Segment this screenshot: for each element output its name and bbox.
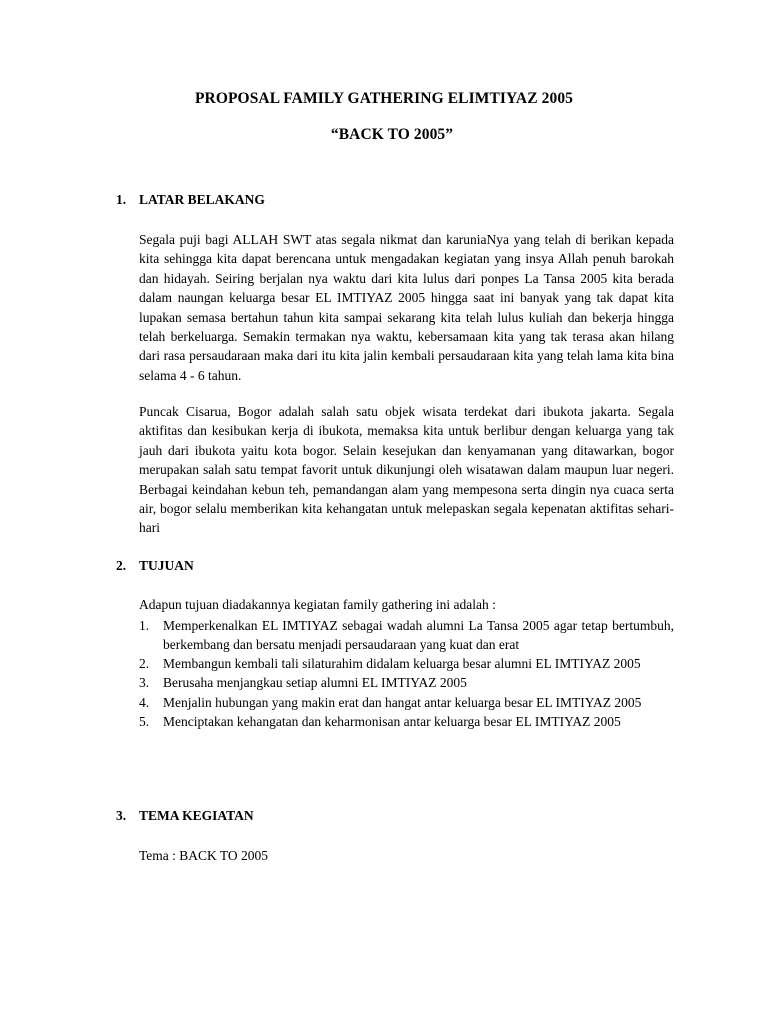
list-item (139, 673, 674, 692)
background-paragraph-2: Puncak Cisarua, Bogor adalah salah satu objek wisata terdekat dari ibukota jakarta. Segala aktifitas dan kesibukan kerja di ibukota, memaksa kita untuk berlibur dengan keluarga yang tak jauh dari ibukota yaitu kota bogor. Selain kesejukan dan kenyamanan yang ditawarkan, bogor merupakan salah satu tempat favorit untuk dikunjungi oleh wisatawan dalam maupun luar negeri. Berbagai keindahan kebun teh, pemandangan alam yang mempesona serta dingin nya cuaca serta air, bogor selalu memberikan kita kehangatan untuk melepaskan segala kepenatan aktifitas sehari-hari (139, 404, 674, 536)
section-number: 3. (116, 808, 127, 823)
list-item-text: Berusaha menjangkau setiap alumni EL IMTIYAZ 2005 (163, 675, 467, 691)
list-item-text: Membangun kembali tali silaturahim didalam keluarga besar alumni EL IMTIYAZ 2005 (163, 656, 641, 672)
theme-line: Tema : BACK TO 2005 (139, 848, 269, 863)
list-item-text: Menjalin hubungan yang makin erat dan hangat antar keluarga besar EL IMTIYAZ 2005 (163, 694, 642, 710)
section-number: 2. (116, 558, 127, 573)
section-title: TUJUAN (139, 558, 194, 573)
document-title: PROPOSAL FAMILY GATHERING ELIMTIYAZ 2005 (194, 90, 574, 107)
list-item-text: Menciptakan kehangatan dan keharmonisan antar keluarga besar EL IMTIYAZ 2005 (163, 713, 621, 729)
list-item-number: 5. (139, 713, 150, 729)
section-title: LATAR BELAKANG (139, 192, 265, 207)
list-item-number: 4. (139, 694, 150, 710)
list-item (139, 654, 674, 673)
background-paragraph-1: Segala puji bagi ALLAH SWT atas segala nikmat dan karuniaNya yang telah di berikan kepada kita sehingga kita dapat berencana untuk mengadakan kegiatan yang insya Allah penuh barokah dan hidayah. Seiring berjalan nya waktu dari kita lulus dari ponpes La Tansa 2005 kita berada dalam naungan keluarga besar EL IMTIYAZ 2005 hingga saat ini banyak yang tak dapat kita lupakan semasa bertahun tahun kita sampai sekarang kita telah lulus kuliah dan bekerja hingga telah berkeluarga. Semakin termakan nya waktu, kebersamaan kita yang tak terasa akan hilang dari rasa persaudaraan maka dari itu kita jalin kembali persaudaraan kita yang telah lama kita bina selama 4 - 6 tahun. (139, 232, 674, 383)
objectives-list (139, 616, 674, 731)
list-item (139, 616, 674, 654)
list-item-text: Memperkenalkan EL IMTIYAZ sebagai wadah alumni La Tansa 2005 agar tetap bertumbuh, berkembang dan bersatu menjadi persaudaraan yang kuat dan erat (163, 618, 674, 652)
list-item-number: 3. (139, 675, 150, 691)
section-number: 1. (116, 192, 127, 207)
list-item-number: 2. (139, 656, 150, 672)
list-item-number: 1. (139, 618, 150, 633)
objectives-intro: Adapun tujuan diadakannya kegiatan family gathering ini adalah : (139, 597, 496, 612)
list-item (139, 712, 674, 731)
document-subtitle: “BACK TO 2005” (330, 126, 454, 143)
section-title: TEMA KEGIATAN (139, 808, 254, 823)
list-item (139, 693, 674, 712)
